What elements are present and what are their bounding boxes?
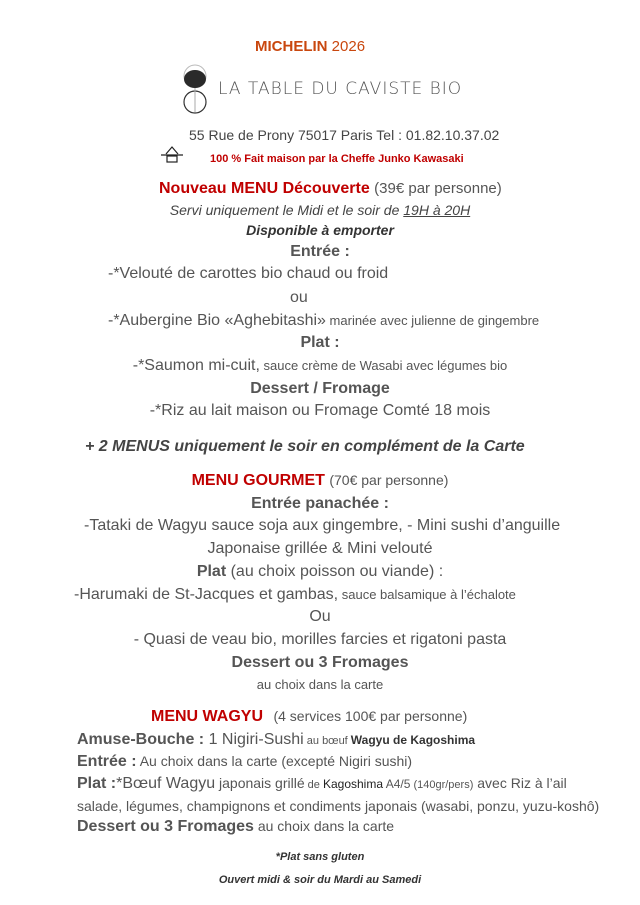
menu-gourmet-title: MENU GOURMET [191, 472, 325, 489]
opening-hours: Ouvert midi & soir du Mardi au Samedi [218, 874, 422, 886]
gourmet-dessert-label: Dessert ou 3 Fromages [231, 654, 409, 671]
menu-gourmet-heading [0, 472, 640, 490]
menu-decouverte-heading [159, 180, 502, 198]
decouverte-entree-1: -*Velouté de carottes bio chaud ou froid [108, 265, 389, 282]
menu-decouverte-price: (39€ par personne) [374, 180, 502, 197]
wagyu-dessert: Dessert ou 3 Fromages au choix dans la carte [77, 818, 395, 835]
decouverte-plat-label: Plat : [300, 334, 340, 351]
homemade-note: 100 % Fait maison par la Cheffe Junko Kawasaki [210, 153, 464, 165]
gourmet-entree-label: Entrée panachée : [251, 495, 389, 512]
decouverte-entree-2: -*Aubergine Bio «Aghebitashi» marinée avec julienne de gingembre [108, 312, 540, 329]
menu-wagyu-heading [151, 708, 467, 726]
house-icon [160, 145, 184, 163]
decouverte-dessert-label: Dessert / Fromage [250, 380, 390, 397]
michelin-heading [255, 38, 365, 55]
gluten-free-note: *Plat sans gluten [275, 851, 365, 863]
menu-wagyu-title: MENU WAGYU [151, 708, 263, 725]
gourmet-plat-1: -Harumaki de St-Jacques et gambas, sauce balsamique à l’échalote [74, 586, 516, 603]
or-separator: ou [290, 289, 308, 306]
gourmet-plat-2: - Quasi de veau bio, morilles farcies et rigatoni pasta [133, 631, 507, 648]
wagyu-amuse-bouche: Amuse-Bouche : 1 Nigiri-Sushi au bœuf Wagyu de Kagoshima [77, 731, 476, 748]
michelin-label: MICHELIN [255, 38, 328, 55]
logo-text: LA TABLE DU CAVISTE BIO [218, 79, 463, 99]
decouverte-plat: -*Saumon mi-cuit, sauce crème de Wasabi avec légumes bio [132, 357, 508, 374]
gourmet-or: Ou [309, 608, 331, 625]
address: 55 Rue de Prony 75017 Paris Tel : 01.82.10.37.02 [189, 127, 500, 143]
gourmet-dessert-note: au choix dans la carte [256, 677, 384, 692]
served-hours: 19H à 20H [403, 202, 471, 218]
wine-glass-logo-icon [182, 60, 208, 114]
menu-decouverte-title: Nouveau MENU Découverte [159, 180, 370, 197]
served-hours-line: Servi uniquement le Midi et le soir de 19H à 20H [169, 202, 471, 218]
menu-gourmet-price: (70€ par personne) [329, 472, 449, 488]
gourmet-entree-line1: -Tataki de Wagyu sauce soja aux gingembre, - Mini sushi d’anguille [84, 517, 561, 534]
decouverte-dessert: -*Riz au lait maison ou Fromage Comté 18 mois [149, 402, 491, 419]
wagyu-plat: Plat :*Bœuf Wagyu japonais grillé de Kagoshima A4/5 (140gr/pers) avec Riz à l’ail [77, 775, 567, 792]
menu-wagyu-price: (4 services 100€ par personne) [273, 708, 468, 724]
gourmet-entree-line2: Japonaise grillée & Mini velouté [207, 540, 433, 557]
gourmet-plat-heading: Plat (au choix poisson ou viande) : [196, 563, 444, 580]
decouverte-entree-label: Entrée : [290, 243, 350, 260]
michelin-year: 2026 [331, 38, 366, 55]
wagyu-entree: Entrée : Au choix dans la carte (excepté Nigiri sushi) [77, 753, 413, 770]
takeaway-note: Disponible à emporter [246, 222, 394, 238]
evening-menus-note: + 2 MENUS uniquement le soir en complément de la Carte [85, 438, 525, 455]
wagyu-plat-line2: salade, légumes, champignons et condiments japonais (wasabi, ponzu, yuzu-koshô) [77, 798, 600, 814]
